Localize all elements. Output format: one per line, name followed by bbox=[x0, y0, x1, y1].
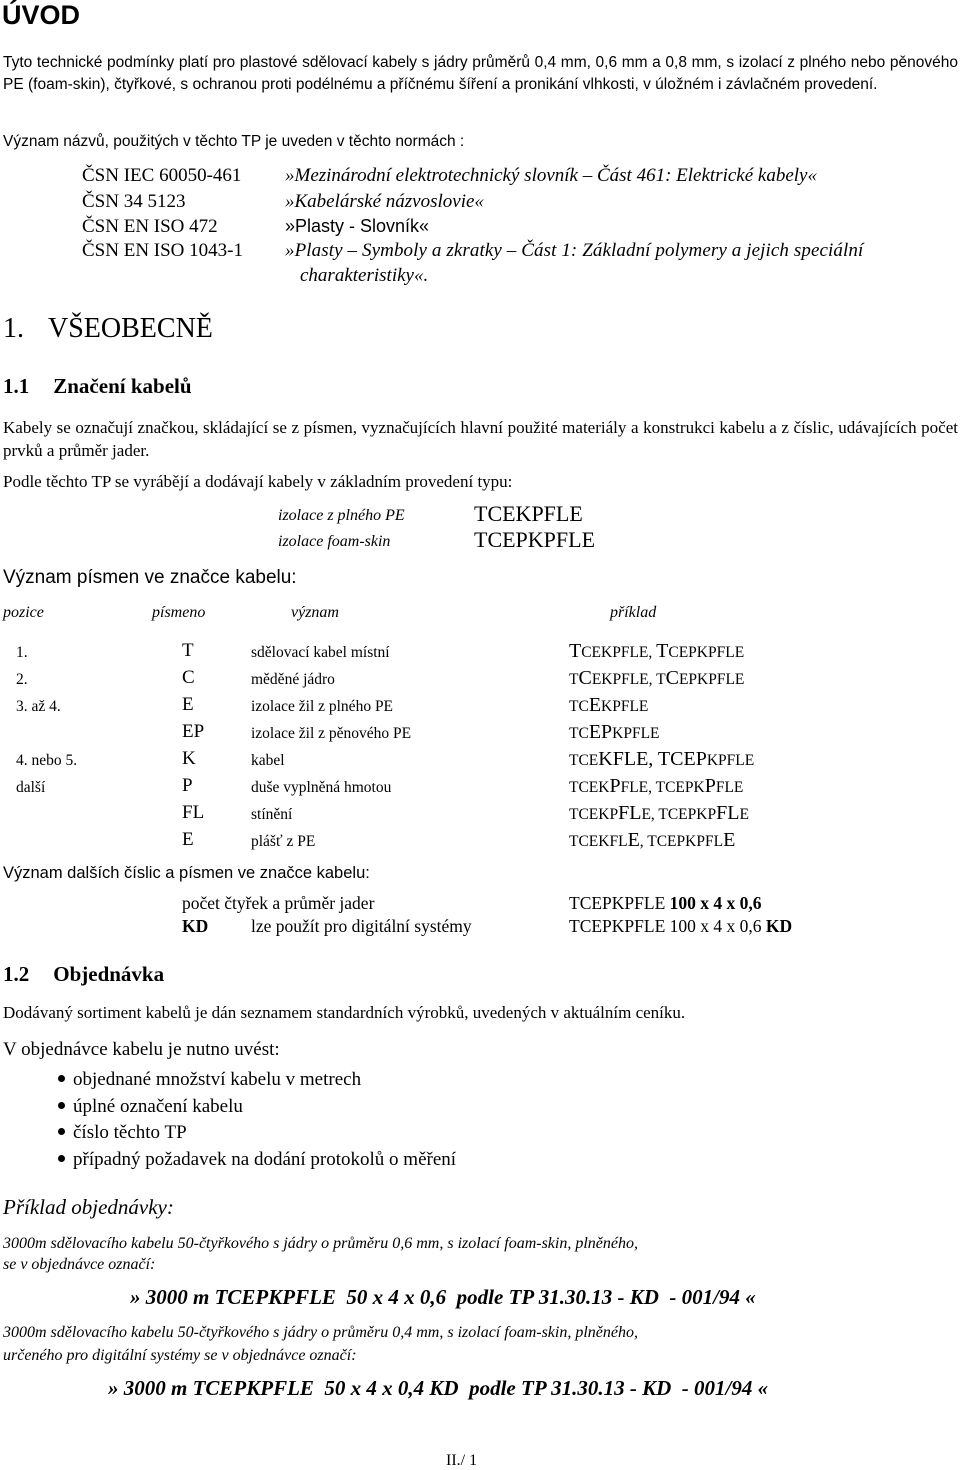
table-cell-meaning: kabel bbox=[251, 752, 285, 769]
bullet-icon bbox=[58, 1102, 65, 1109]
type-code: TCEKPFLE bbox=[474, 501, 583, 526]
digits-meaning: lze použít pro digitální systémy bbox=[251, 916, 472, 936]
section-title: Značení kabelů bbox=[53, 374, 192, 398]
digits-example: TCEPKPFLE 100 x 4 x 0,6 KD bbox=[569, 916, 793, 936]
example-text: 3000m sdělovacího kabelu 50-čtyřkového s jádry o průměru 0,6 mm, s izolací foam-skin, plněného, bbox=[3, 1235, 638, 1252]
norm-code: ČSN IEC 60050-461 bbox=[82, 165, 242, 186]
norm-code: ČSN 34 5123 bbox=[82, 191, 186, 212]
table-cell-letter: T bbox=[182, 640, 194, 661]
page-title: ÚVOD bbox=[2, 0, 81, 30]
table-cell-letter: P bbox=[182, 775, 193, 796]
norm-desc: »Plasty - Slovník« bbox=[285, 216, 430, 236]
col-header-meaning: význam bbox=[291, 604, 339, 621]
example-text: 3000m sdělovacího kabelu 50-čtyřkového s jádry o průměru 0,4 mm, s izolací foam-skin, plněného, bbox=[3, 1324, 638, 1341]
bullet-icon bbox=[58, 1075, 65, 1082]
table-cell-pos: další bbox=[16, 779, 46, 796]
table-cell-letter: E bbox=[182, 694, 194, 715]
col-header-letter: písmeno bbox=[152, 604, 206, 621]
norms-intro: Význam názvů, použitých v těchto TP je uveden v těchto normách : bbox=[3, 133, 465, 150]
table-cell-letter: EP bbox=[182, 721, 205, 742]
table-cell-example: TCEKPFLE, TCEPKPFLE bbox=[569, 667, 745, 689]
norm-code: ČSN EN ISO 1043-1 bbox=[82, 240, 243, 261]
meaning-heading: Význam písmen ve značce kabelu: bbox=[3, 567, 297, 588]
norm-desc: »Mezinárodní elektrotechnický slovník – Část 461: Elektrické kabely« bbox=[285, 165, 817, 186]
table-cell-pos: 3. až 4. bbox=[16, 698, 61, 715]
table-cell-meaning: plášť z PE bbox=[251, 833, 316, 850]
bullet-item: objednané množství kabelu v metrech bbox=[58, 1069, 361, 1091]
type-code: TCEPKPFLE bbox=[474, 527, 596, 552]
section-number: 1. bbox=[3, 313, 24, 344]
table-cell-example: TCEPKPFLE bbox=[569, 721, 660, 743]
bullet-item: případný požadavek na dodání protokolů o měření bbox=[58, 1149, 456, 1171]
order-code-example: » 3000 m TCEPKPFLE 50 x 4 x 0,6 podle TP 31.30.13 - KD - 001/94 « bbox=[130, 1285, 756, 1309]
table-cell-example: TCEKPFLE, TCEPKPFLE bbox=[569, 775, 744, 797]
section-title: Objednávka bbox=[53, 962, 165, 986]
table-cell-meaning: izolace žil z pěnového PE bbox=[251, 725, 412, 742]
type-label: izolace foam-skin bbox=[278, 533, 391, 550]
col-header-pos: pozice bbox=[3, 604, 44, 621]
table-cell-example: TCEKFLE, TCEPKPFLE bbox=[569, 829, 736, 851]
norm-desc: »Kabelárské názvoslovie« bbox=[285, 191, 484, 212]
page-number: II./ 1 bbox=[446, 1452, 478, 1469]
bullet-item: číslo těchto TP bbox=[58, 1122, 187, 1144]
digits-code: KD bbox=[182, 916, 209, 936]
order-code-example: » 3000 m TCEPKPFLE 50 x 4 x 0,4 KD podle TP 31.30.13 - KD - 001/94 « bbox=[108, 1376, 769, 1400]
table-cell-meaning: měděné jádro bbox=[251, 671, 335, 688]
section-number: 1.1 bbox=[3, 374, 30, 398]
table-cell-letter: K bbox=[182, 748, 196, 769]
table-cell-pos: 4. nebo 5. bbox=[16, 752, 78, 769]
table-cell-letter: E bbox=[182, 829, 194, 850]
example-text: se v objednávce označí: bbox=[3, 1256, 156, 1273]
example-heading: Příklad objednávky: bbox=[3, 1195, 174, 1219]
section-1-heading bbox=[3, 313, 213, 345]
section-1-1-heading bbox=[3, 374, 192, 399]
section-1-2-heading bbox=[3, 962, 164, 987]
table-cell-letter: C bbox=[182, 667, 195, 688]
bullet-icon bbox=[58, 1128, 65, 1135]
norm-desc-cont: charakteristiky«. bbox=[300, 265, 429, 286]
section-title: VŠEOBECNĚ bbox=[48, 313, 213, 344]
example-text: určeného pro digitální systémy se v objednávce označí: bbox=[3, 1347, 357, 1364]
table-cell-meaning: izolace žil z plného PE bbox=[251, 698, 394, 715]
table-cell-pos: 2. bbox=[16, 671, 28, 688]
table-cell-example: TCEKPFLE, TCEPKPFLE bbox=[569, 640, 745, 662]
table-cell-meaning: sdělovací kabel místní bbox=[251, 644, 390, 661]
intro-paragraph: Tyto technické podmínky platí pro plastové sdělovací kabely s jádry průměrů 0,4 mm, 0,6 mm a 0,8 mm, s izolací z plného nebo pěnového PE (foam-skin), čtyřkové, s ochranou proti podélnému a příčnému šíření a pronikání vlhkosti, v úložném i závlačném provedení. bbox=[3, 54, 958, 93]
bullet-item: úplné označení kabelu bbox=[58, 1096, 243, 1118]
table-cell-example: TCEKPFLE, TCEPKPFLE bbox=[569, 802, 749, 824]
norm-desc: »Plasty – Symboly a zkratky – Část 1: Základní polymery a jejich speciální bbox=[285, 240, 864, 261]
norm-code: ČSN EN ISO 472 bbox=[82, 216, 218, 237]
order-required: V objednávce kabelu je nutno uvést: bbox=[3, 1039, 280, 1060]
digits-heading: Význam dalších číslic a písmen ve značce kabelu: bbox=[3, 864, 370, 882]
order-paragraph: Dodávaný sortiment kabelů je dán seznamem standardních výrobků, uvedených v aktuálním ceníku. bbox=[3, 1003, 686, 1022]
section-number: 1.2 bbox=[3, 962, 30, 986]
digits-meaning: počet čtyřek a průměr jader bbox=[182, 893, 375, 913]
type-label: izolace z plného PE bbox=[278, 507, 405, 524]
table-cell-letter: FL bbox=[182, 802, 205, 823]
table-cell-example: TCEKFLE, TCEPKPFLE bbox=[569, 748, 755, 770]
bullet-icon bbox=[58, 1155, 65, 1162]
table-cell-meaning: duše vyplněná hmotou bbox=[251, 779, 392, 796]
marking-paragraph: Kabely se označují značkou, skládající se z písmen, vyznačujících hlavní použité materiály a konstrukci kabelu a z číslic, udávajících počet prvků a průměr jader. bbox=[3, 418, 958, 460]
table-cell-pos: 1. bbox=[16, 644, 28, 661]
digits-example: TCEPKPFLE 100 x 4 x 0,6 bbox=[569, 893, 762, 913]
table-cell-meaning: stínění bbox=[251, 806, 293, 823]
types-intro: Podle těchto TP se vyrábějí a dodávají kabely v základním provedení typu: bbox=[3, 472, 513, 491]
col-header-example: příklad bbox=[610, 604, 657, 621]
table-cell-example: TCEKPFLE bbox=[569, 694, 649, 716]
